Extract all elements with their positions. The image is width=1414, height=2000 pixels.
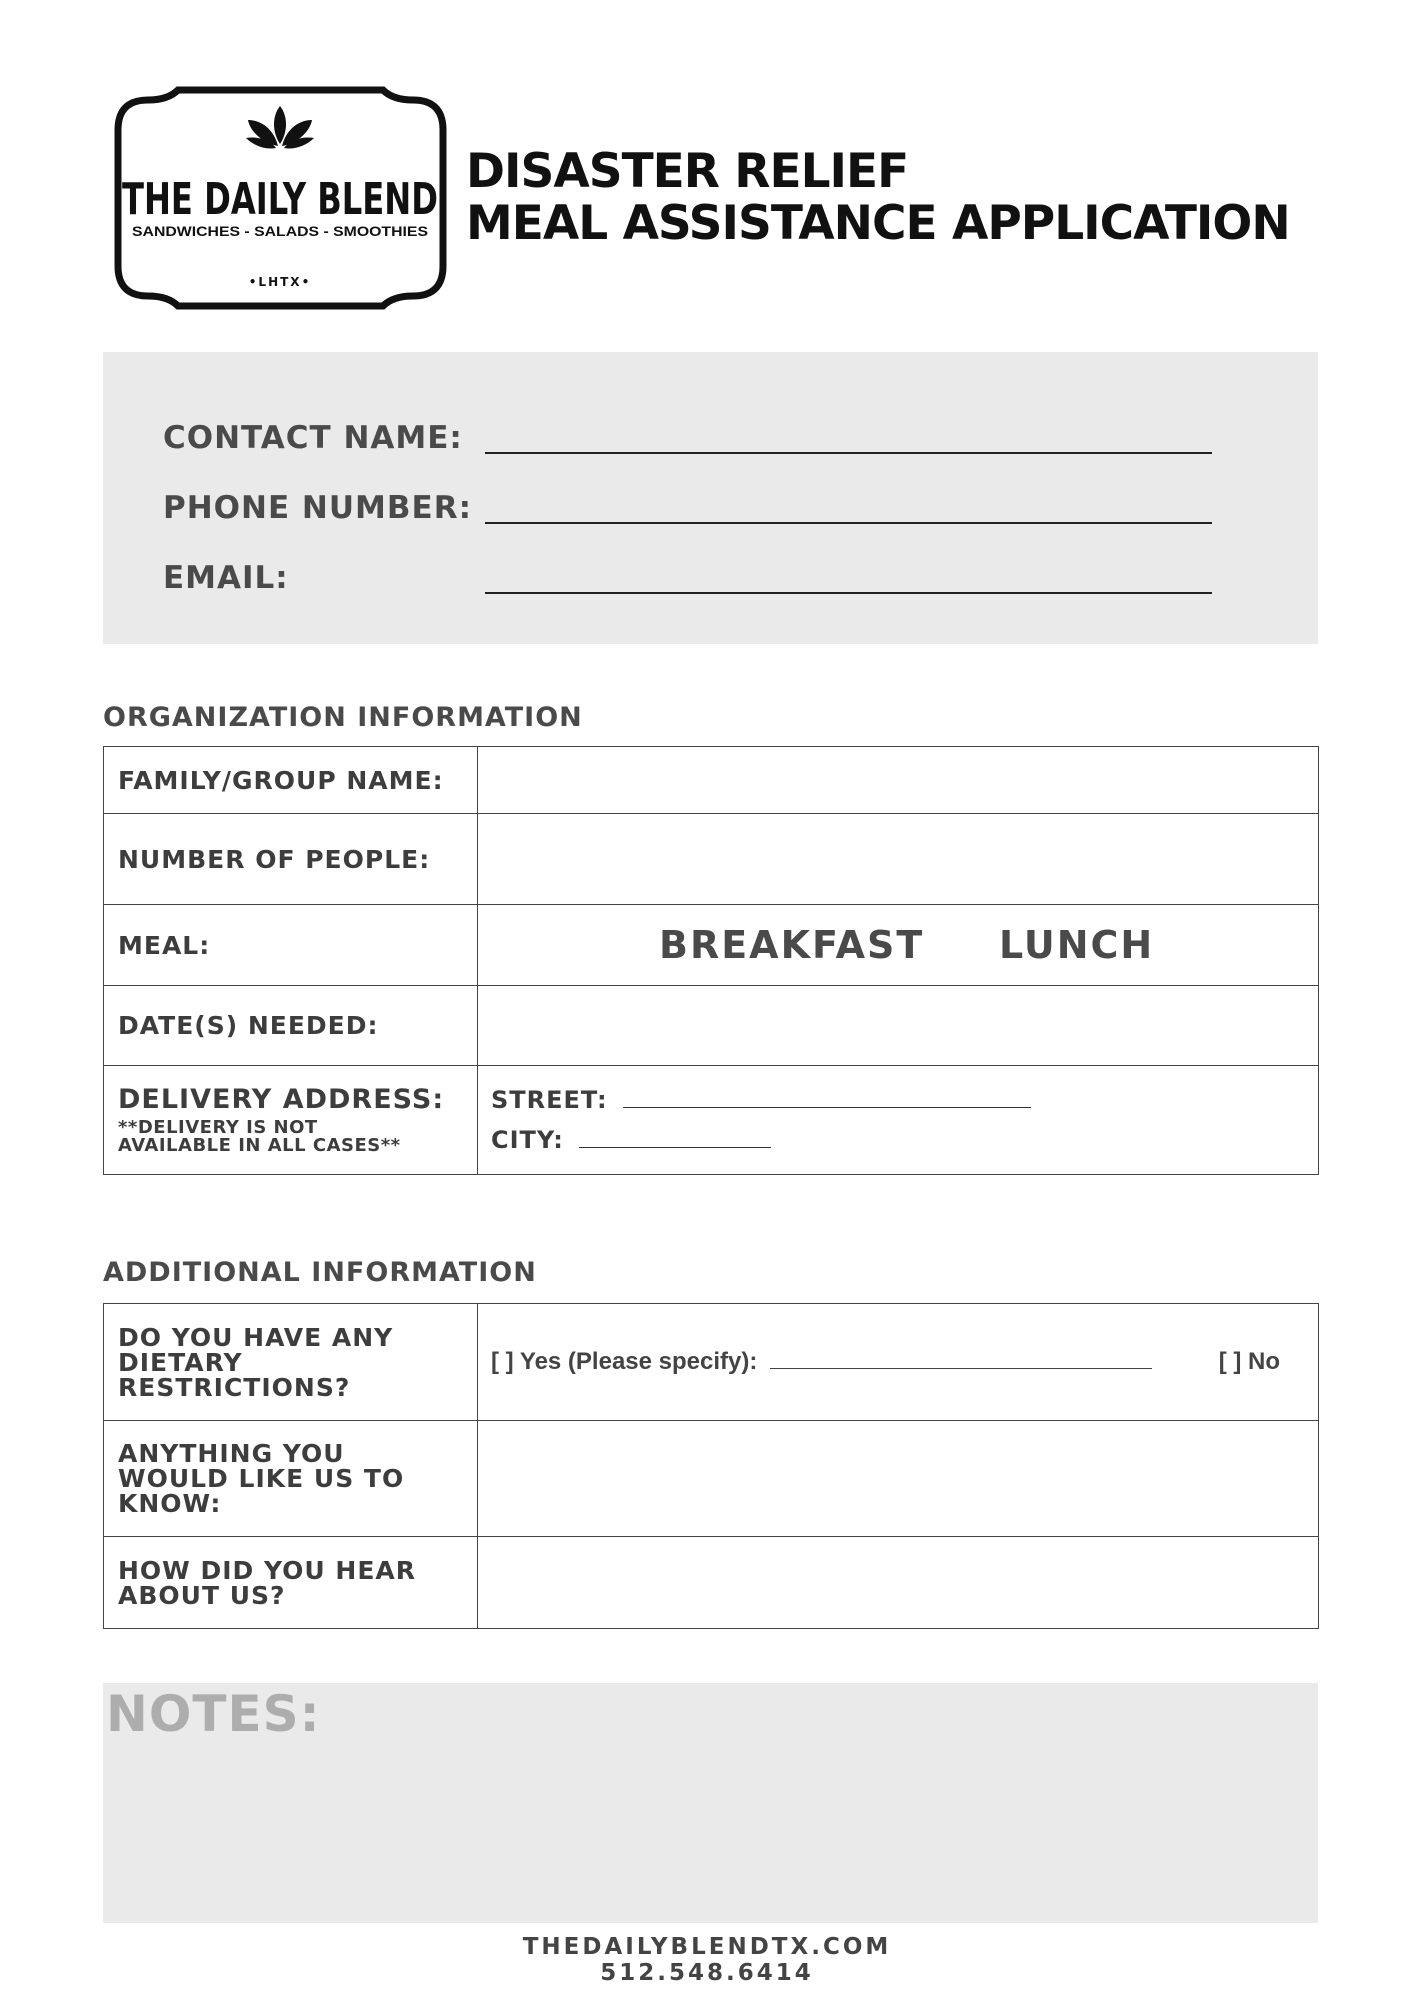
notes-section[interactable] [103, 1683, 1318, 1923]
table-row [104, 905, 1319, 986]
brand-tagline: SANDWICHES - SALADS - SMOOTHIES [132, 224, 428, 239]
dietary-yes-option[interactable] [491, 1348, 1152, 1376]
delivery-note-line-1: **DELIVERY IS NOT [118, 1117, 318, 1138]
family-group-label: FAMILY/GROUP NAME: [104, 747, 478, 814]
how-did-you-hear-label [104, 1537, 478, 1629]
meal-option-breakfast[interactable]: BREAKFAST [659, 923, 925, 967]
dietary-no-option[interactable]: [ ] No [1218, 1348, 1280, 1375]
additional-table [103, 1303, 1319, 1629]
dietary-specify-field[interactable] [770, 1348, 1152, 1369]
additional-heading: ADDITIONAL INFORMATION [103, 1257, 537, 1288]
dietary-label-line-1: DO YOU HAVE ANY [118, 1322, 394, 1352]
city-field[interactable] [579, 1127, 771, 1148]
table-row [104, 986, 1319, 1066]
table-row [104, 1421, 1319, 1537]
anything-label-line-2: WOULD LIKE US TO [118, 1464, 405, 1493]
footer-website: THEDAILYBLENDTX.COM [522, 1934, 892, 1960]
phone-number-row [163, 490, 1263, 530]
footer-phone: 512.548.6414 [600, 1960, 814, 1986]
dietary-options-cell [478, 1304, 1319, 1421]
meal-label: MEAL: [104, 905, 478, 986]
delivery-address-label: DELIVERY ADDRESS: [118, 1084, 445, 1115]
dietary-yes-label: [ ] Yes (Please specify): [491, 1348, 758, 1375]
email-field[interactable] [485, 592, 1212, 594]
delivery-note-line-2: AVAILABLE IN ALL CASES** [118, 1135, 401, 1156]
table-row [104, 1537, 1319, 1629]
title-line-2: MEAL ASSISTANCE APPLICATION [466, 196, 1290, 251]
notes-label: NOTES: [106, 1685, 321, 1743]
dates-needed-field[interactable] [478, 986, 1319, 1066]
title-line-1: DISASTER RELIEF [466, 144, 909, 199]
delivery-address-fields [478, 1066, 1319, 1175]
family-group-field[interactable] [478, 747, 1319, 814]
dietary-restrictions-label [104, 1304, 478, 1421]
anything-label-line-3: KNOW: [118, 1489, 222, 1518]
brand-location: •LHTX• [248, 275, 312, 289]
phone-number-field[interactable] [485, 522, 1212, 524]
hear-label-line-1: HOW DID YOU HEAR [118, 1555, 417, 1585]
delivery-address-label-cell [104, 1066, 478, 1175]
email-label: EMAIL: [163, 560, 289, 596]
brand-name: THE DAILY BLEND [122, 174, 438, 225]
email-row [163, 560, 1263, 600]
table-row [104, 1066, 1319, 1175]
phone-number-label: PHONE NUMBER: [163, 490, 472, 526]
contact-section [103, 352, 1318, 644]
street-field[interactable] [623, 1087, 1031, 1108]
dietary-label-line-3: RESTRICTIONS? [118, 1372, 351, 1402]
street-label: STREET: [491, 1086, 608, 1114]
footer [0, 1934, 1414, 1986]
anything-label-line-1: ANYTHING YOU [118, 1439, 345, 1468]
contact-name-row [163, 420, 1263, 460]
table-row [104, 814, 1319, 905]
dates-needed-label: DATE(S) NEEDED: [104, 986, 478, 1066]
organization-heading: ORGANIZATION INFORMATION [103, 702, 583, 733]
anything-to-know-field[interactable] [478, 1421, 1319, 1537]
number-of-people-field[interactable] [478, 814, 1319, 905]
brand-logo [108, 86, 453, 310]
number-of-people-label: NUMBER OF PEOPLE: [104, 814, 478, 905]
how-did-you-hear-field[interactable] [478, 1537, 1319, 1629]
table-row [104, 1304, 1319, 1421]
hear-label-line-2: ABOUT US? [118, 1580, 286, 1610]
table-row [104, 747, 1319, 814]
meal-option-lunch[interactable]: LUNCH [999, 923, 1155, 967]
contact-name-field[interactable] [485, 452, 1212, 454]
organization-table [103, 746, 1319, 1175]
city-label: CITY: [491, 1126, 564, 1154]
dietary-label-line-2: DIETARY [118, 1347, 243, 1377]
anything-to-know-label [104, 1421, 478, 1537]
page-title [466, 146, 1366, 250]
contact-name-label: CONTACT NAME: [163, 420, 463, 456]
meal-options-cell [478, 905, 1319, 986]
